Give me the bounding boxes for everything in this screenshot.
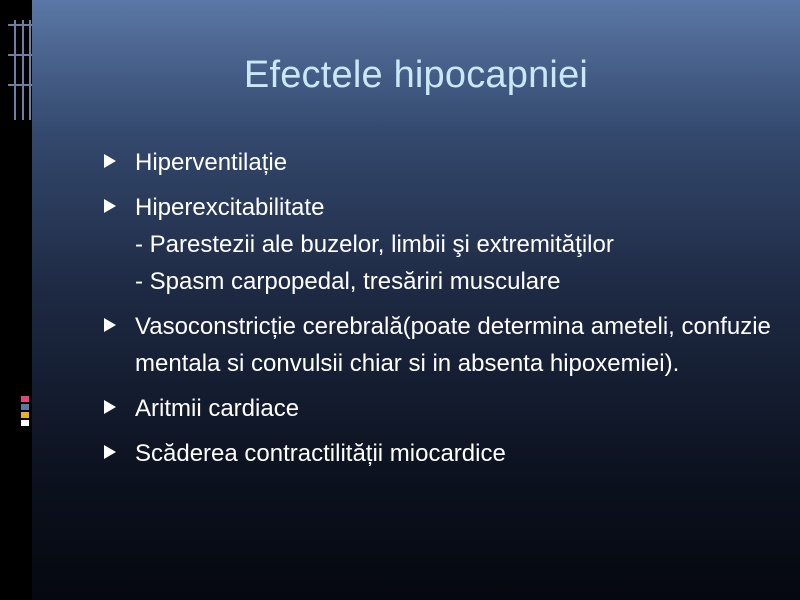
corner-line-ornament (8, 20, 32, 120)
bullet-arrow-icon (104, 400, 116, 414)
bullet-item (104, 390, 784, 427)
bullet-item (104, 189, 784, 300)
ornament-line (14, 20, 16, 120)
bullet-item (104, 435, 784, 472)
color-block (21, 420, 29, 426)
left-decoration-bar (0, 0, 32, 600)
bullet-arrow-icon (104, 318, 116, 332)
bullet-text: Aritmii cardiace (135, 395, 300, 422)
ornament-line (29, 20, 31, 120)
bullet-list (104, 144, 784, 480)
bullet-arrow-icon (104, 154, 116, 168)
sub-bullet-text: - Spasm carpopedal, tresăriri musculare (135, 268, 561, 295)
slide-content (32, 0, 800, 600)
slide-title: Efectele hipocapniei (243, 54, 589, 96)
bullet-text: Scăderea contractilității miocardice (135, 440, 506, 467)
bullet-text: Vasoconstricție cerebrală(poate determina ameteli, confuzie mentala si convulsii chiar si in absenta hipoxemiei). (135, 313, 771, 377)
ornament-line (22, 20, 24, 120)
color-block (21, 412, 29, 418)
color-block (21, 396, 29, 402)
color-block (21, 404, 29, 410)
bullet-item (104, 144, 784, 181)
bullet-text: Hiperventilație (135, 149, 288, 176)
bullet-arrow-icon (104, 445, 116, 459)
bullet-arrow-icon (104, 199, 116, 213)
color-block-strip (21, 396, 29, 428)
bullet-item (104, 308, 784, 382)
bullet-text: Hiperexcitabilitate (135, 194, 325, 221)
sub-bullet-text: - Parestezii ale buzelor, limbii şi extremităţilor (135, 231, 614, 258)
